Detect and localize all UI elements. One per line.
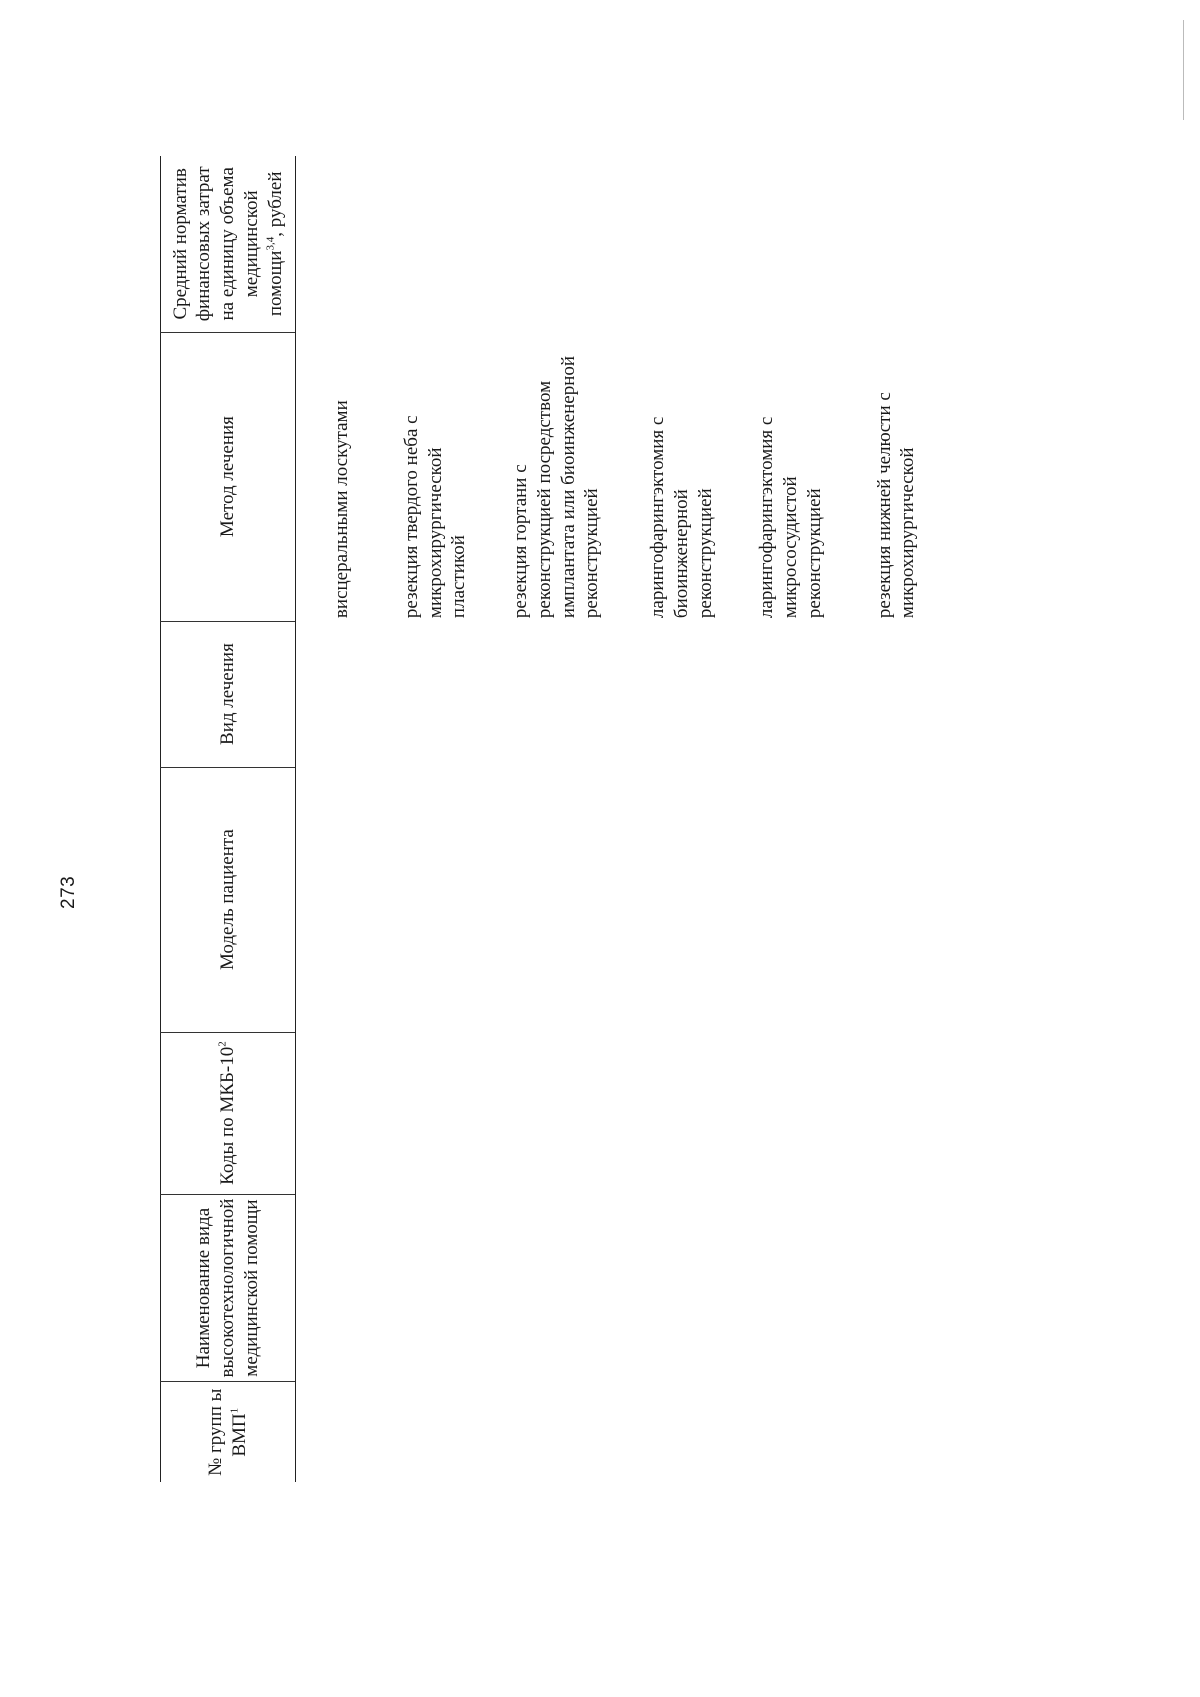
header-patient-model: Модель пациента [161, 767, 296, 1032]
header-group-no-footnote: 1 [228, 1407, 241, 1414]
method-item: резекция гортани с реконструкцией посредством имплантата или биоинженерной реконструкцией [510, 355, 603, 619]
header-group-no-text: № групп ы ВМП [205, 1388, 250, 1476]
header-treatment-method: Метод лечения [161, 332, 296, 621]
header-cost-norm-footnote: 3,4 [264, 236, 277, 251]
cell-cost-norm [296, 156, 921, 332]
cell-icd-codes [296, 1032, 921, 1194]
method-item: резекция нижней челюсти с микрохирургической [873, 392, 919, 619]
method-item: резекция твердого неба с микрохирургической пластикой [400, 415, 470, 619]
header-cost-norm [161, 156, 296, 332]
page-number: 273 [58, 875, 79, 909]
header-treatment-type: Вид лечения [161, 621, 296, 767]
header-icd-codes-text: Коды по МКБ-10 [217, 1046, 239, 1185]
scan-edge-mark [1183, 20, 1184, 120]
cell-care-name [296, 1194, 921, 1382]
method-item: ларингофарингэктомия с биоинженерной реконструкцией [647, 416, 716, 619]
table-header-row [161, 156, 296, 1482]
method-item: ларингофарингэктомия с микрососудистой реконструкцией [756, 416, 825, 619]
header-icd-codes [161, 1032, 296, 1194]
cell-treatment-type [296, 621, 921, 767]
table-row [296, 156, 921, 1482]
cell-patient-model [296, 767, 921, 1032]
method-item: висцеральными лоскутами [331, 400, 352, 619]
header-icd-codes-footnote: 2 [216, 1041, 229, 1047]
vmp-table [160, 156, 920, 1482]
header-care-name: Наименование вида высокотехнологичной медицинской помощи [161, 1194, 296, 1382]
cell-treatment-method [296, 332, 921, 621]
cell-group-no [296, 1382, 921, 1482]
header-group-no [161, 1382, 296, 1482]
header-cost-norm-unit: , рублей [264, 171, 286, 237]
header-cost-norm-text: Средний норматив финансовых затрат на единицу объема медицинской помощи [169, 166, 286, 322]
